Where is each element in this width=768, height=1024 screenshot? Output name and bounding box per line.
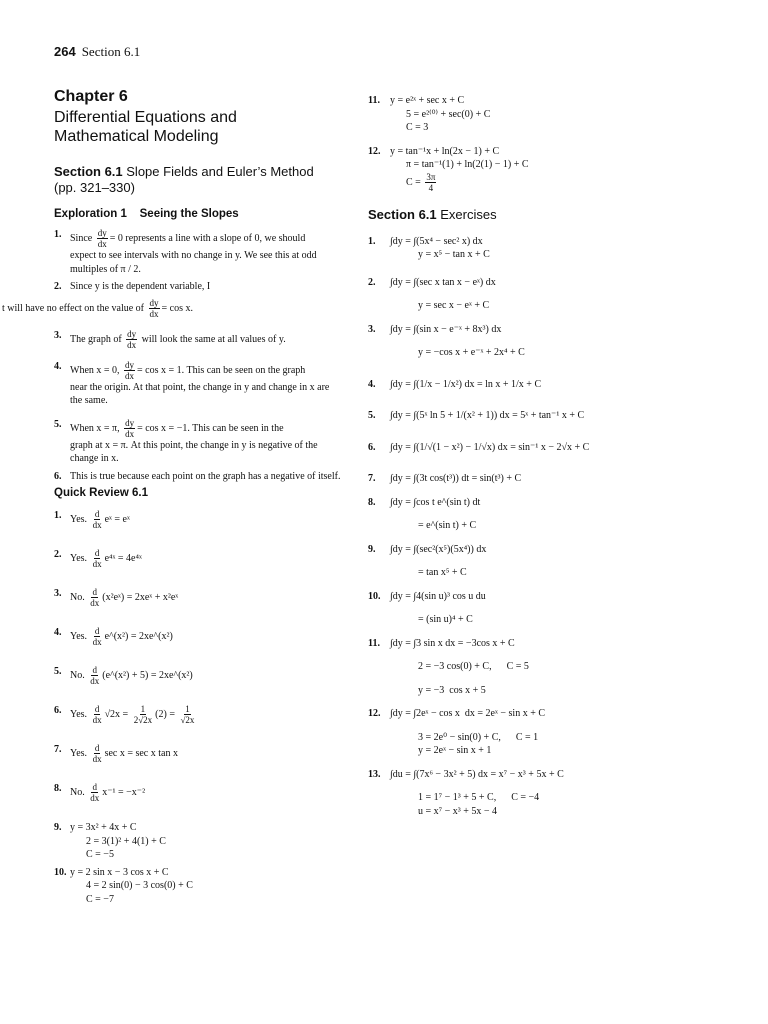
review-item: 4. Yes. $\frac{d}{dx}$ e^(x²) = 2xe^(x²)	[54, 626, 173, 647]
left-column	[2, 88, 344, 910]
exercise-item: 5. ∫dy = ∫(5ˣ ln 5 + 1/(x² + 1)) dx = 5ˣ + tan⁻¹ x + C	[368, 410, 585, 421]
exploration-item: 5. When x = π, $\frac{dy}{dx}$ = cos x = −1. This can be seen in the graph at x = π. At this point, the change in y is negative of the change in x.	[54, 417, 318, 464]
exercise-item: 9. ∫dy = ∫(sec²(x⁵)(5x⁴)) dx = tan x⁵ + C	[368, 543, 487, 578]
exploration-heading: Exploration 1 Seeing the Slopes	[54, 208, 239, 220]
review-item: 3. No. $\frac{d}{dx}$ (x²eˣ) = 2xeˣ + x²eˣ	[54, 587, 179, 608]
exercise-item: 7. ∫dy = ∫(3t cos(t³)) dt = sin(t³) + C	[368, 473, 522, 484]
chapter-title: Differential Equations and Mathematical Modeling	[54, 109, 237, 145]
review-item: 8. No. $\frac{d}{dx}$ x⁻¹ = −x⁻²	[54, 782, 146, 803]
review-item: 1. Yes. $\frac{d}{dx}$ eˣ = eˣ	[54, 509, 130, 530]
review-item: 10. y = 2 sin x − 3 cos x + C 4 = 2 sin(0) − 3 cos(0) + C C = −7	[54, 866, 193, 905]
review-item: 6. Yes. $\frac{d}{dx}$ √2x = $\frac{1}{2√2x}$ (2) = $\frac{1}{√2x}$	[54, 704, 195, 725]
review-item: 5. No. $\frac{d}{dx}$ (e^(x²) + 5) = 2xe^(x²)	[54, 665, 193, 686]
exercise-item: 10. ∫dy = ∫4(sin u)³ cos u du = (sin u)⁴ + C	[368, 590, 486, 625]
right-column	[368, 94, 728, 822]
exercise-item: 8. ∫dy = ∫cos t e^(sin t) dt = e^(sin t) + C	[368, 496, 481, 531]
section-heading: Section 6.1 Slope Fields and Euler’s Method (pp. 321–330)	[54, 164, 314, 195]
chapter-label: Chapter 6	[54, 88, 128, 105]
exercise-item: 11. ∫dy = ∫3 sin x dx = −3cos x + C 2 = −3 cos(0) + C, C = 5 y = −3 cos x + 5	[368, 637, 529, 696]
quick-review-heading: Quick Review 6.1	[54, 487, 148, 499]
exercise-item: 4. ∫dy = ∫(1/x − 1/x²) dx = ln x + 1/x + C	[368, 378, 542, 390]
exercise-item: 6. ∫dy = ∫(1/√(1 − x²) − 1/√x) dx = sin⁻¹ x − 2√x + C	[368, 441, 590, 453]
page-number: 264	[54, 44, 76, 59]
exercise-item: 2. ∫dy = ∫(sec x tan x − eˣ) dx y = sec x − eˣ + C	[368, 276, 496, 311]
exploration-item: 1. Since $\frac{dy}{dx}$ = 0 represents a line with a slope of 0, we should expect to see intervals with no change in y. We see this at odd multiples of π / 2.	[54, 228, 317, 275]
exploration-item: 3. The graph of $\frac{dy}{dx}$ will look the same at all values of y.	[54, 328, 286, 350]
review-item: 2. Yes. $\frac{d}{dx}$ e⁴ˣ = 4e⁴ˣ	[54, 548, 142, 569]
review-item: 7. Yes. $\frac{d}{dx}$ sec x = sec x tan x	[54, 743, 178, 764]
review-item: 12. y = tan⁻¹x + ln(2x − 1) + C π = tan⁻¹(1) + ln(2(1) − 1) + C C = $\frac{3\pi}{4}$	[368, 145, 529, 193]
review-item: 11. y = e²ˣ + sec x + C 5 = e²⁽⁰⁾ + sec(0) + C C = 3	[368, 95, 491, 133]
exploration-item: 6. This is true because each point on the graph has a negative of itself.	[54, 470, 341, 482]
exploration-item: 2. Since y is the dependent variable, I	[54, 281, 211, 292]
exercise-item: 3. ∫dy = ∫(sin x − e⁻ˣ + 8x³) dx y = −cos x + e⁻ˣ + 2x⁴ + C	[368, 323, 525, 358]
exploration-item-continued: t will have no effect on the value of $\frac{dy}{dx}$ = cos x.	[2, 297, 193, 319]
exercises-heading: Section 6.1 Exercises	[368, 206, 497, 222]
exercise-item: 1. ∫dy = ∫(5x⁴ − sec² x) dx y = x⁵ − tan x + C	[368, 235, 490, 260]
exercise-item: 13. ∫du = ∫(7x⁶ − 3x² + 5) dx = x⁷ − x³ + 5x + C 1 = 1⁷ − 1³ + 5 + C, C = −4 u = x⁷ − x³ + 5x − 4	[368, 768, 564, 817]
review-item: 9. y = 3x² + 4x + C 2 = 3(1)² + 4(1) + C C = −5	[54, 822, 166, 860]
running-section: Section 6.1	[81, 44, 141, 59]
exercise-item: 12. ∫dy = ∫2eˣ − cos x dx = 2eˣ − sin x + C 3 = 2e⁰ − sin(0) + C, C = 1 y = 2eˣ − sin x + 1	[368, 708, 546, 756]
exploration-item: 4. When x = 0, $\frac{dy}{dx}$ = cos x = 1. This can be seen on the graph near the origin. At that point, the change in y and change in x are the same.	[54, 359, 330, 406]
page-header	[54, 44, 140, 60]
